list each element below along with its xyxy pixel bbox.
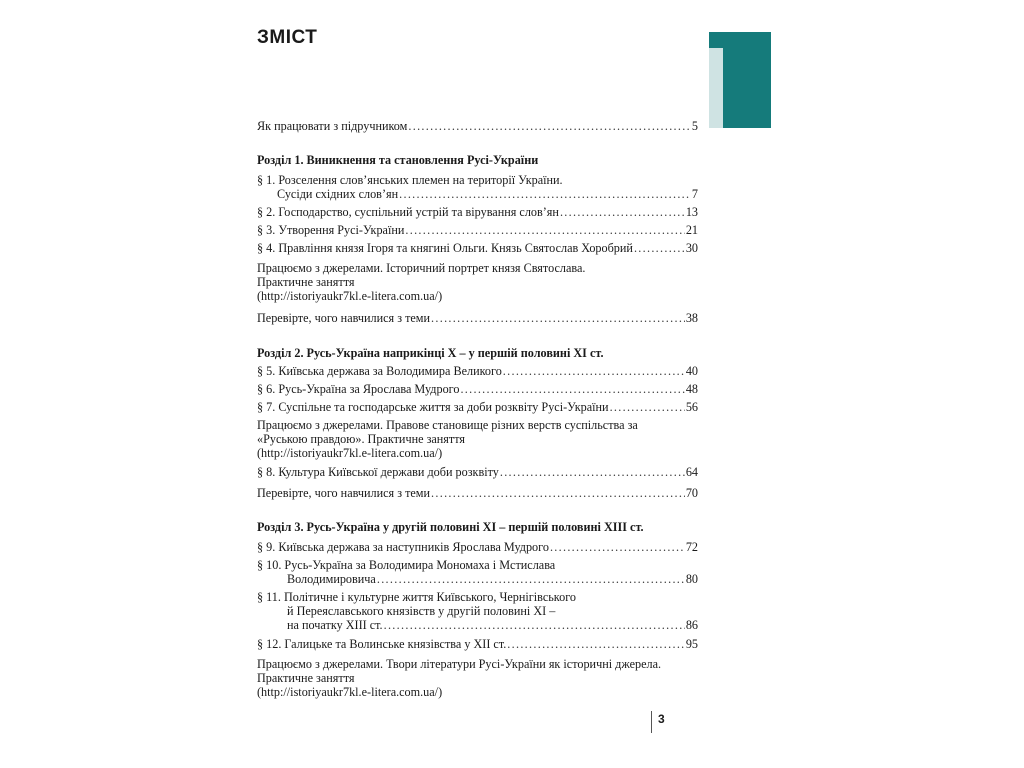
- toc-entry-page: 5: [691, 119, 698, 133]
- toc-entry-text: Розселення слов’янських племен на території України.: [278, 173, 563, 187]
- leader-dots: [610, 400, 685, 414]
- paragraph-number: § 2.: [257, 205, 276, 219]
- leader-dots: [460, 382, 684, 396]
- toc-entry-item[interactable]: [257, 637, 698, 651]
- practice-line: Практичне заняття: [257, 671, 355, 685]
- section-heading: Розділ 1. Виникнення та становлення Русі-України: [257, 153, 539, 167]
- toc-entry-text: Київська держава за Володимира Великого: [278, 364, 502, 378]
- paragraph-number: § 9.: [257, 540, 276, 554]
- folio-rule: [651, 711, 652, 733]
- page-title: ЗМІСТ: [257, 27, 318, 48]
- paragraph-number: § 7.: [257, 400, 276, 414]
- chapter-tab-light: [709, 48, 723, 128]
- toc-entry-text: Політичне і культурне життя Київського, Чернігівського: [283, 590, 576, 604]
- leader-dots: [405, 223, 684, 237]
- practice-link[interactable]: (http://istoriyaukr7kl.e-litera.com.ua/): [257, 446, 443, 460]
- toc-entry-review[interactable]: [257, 311, 698, 325]
- paragraph-number: § 6.: [257, 382, 276, 396]
- toc-entry-text: Утворення Русі-України: [278, 223, 405, 237]
- practice-line: Працюємо з джерелами. Правове становище різних верств суспільства за: [257, 418, 638, 432]
- toc-entry-item[interactable]: [257, 205, 698, 219]
- toc-entry-text: Як працювати з підручником: [257, 119, 408, 133]
- page-number: 3: [658, 712, 665, 726]
- practice-block[interactable]: [257, 418, 698, 460]
- toc-entry-page: 13: [685, 205, 698, 219]
- paragraph-number: § 1.: [257, 173, 276, 187]
- toc-entry-item[interactable]: [257, 558, 698, 586]
- toc-entry-text: Господарство, суспільний устрій та вірування слов’ян: [278, 205, 559, 219]
- toc-entry-page: 30: [685, 241, 698, 255]
- toc-entry-text: Правління князя Ігоря та княгині Ольги. Князь Святослав Хоробрий: [278, 241, 633, 255]
- practice-block[interactable]: [257, 657, 698, 699]
- toc-entry-page: 38: [685, 311, 698, 325]
- practice-link[interactable]: (http://istoriyaukr7kl.e-litera.com.ua/): [257, 685, 443, 699]
- toc-entry-item[interactable]: [257, 173, 698, 201]
- toc-entry-page: 40: [685, 364, 698, 378]
- toc-entry-page: 95: [685, 637, 698, 651]
- practice-block[interactable]: [257, 261, 698, 303]
- toc-entry-text: Суспільне та господарське життя за доби розквіту Русі-України: [278, 400, 609, 414]
- practice-line: Працюємо з джерелами. Історичний портрет князя Святослава.: [257, 261, 586, 275]
- toc-entry-text: Київська держава за наступників Ярослава Мудрого: [278, 540, 549, 554]
- toc-entry-text: Русь-Україна за Ярослава Мудрого: [278, 382, 460, 396]
- leader-dots: [634, 241, 685, 255]
- toc-entry-text: Русь-Україна за Володимира Мономаха і Мстислава: [284, 558, 556, 572]
- paragraph-number: § 3.: [257, 223, 276, 237]
- leader-dots: [408, 119, 691, 133]
- leader-dots: [507, 637, 685, 651]
- leader-dots: [399, 187, 691, 201]
- toc-entry-text: й Переяславського князівств у другій половині ХІ –: [287, 604, 556, 618]
- leader-dots: [500, 465, 685, 479]
- paragraph-number: § 12.: [257, 637, 282, 651]
- toc-entry-page: 72: [685, 540, 698, 554]
- leader-dots: [560, 205, 685, 219]
- leader-dots: [384, 618, 685, 632]
- toc-entry-review[interactable]: [257, 486, 698, 500]
- toc-entry-item[interactable]: [257, 382, 698, 396]
- leader-dots: [550, 540, 685, 554]
- leader-dots: [431, 311, 685, 325]
- practice-line: Працюємо з джерелами. Твори літератури Русі-України як історичні джерела.: [257, 657, 662, 671]
- toc-entry-page: 80: [685, 572, 698, 586]
- paragraph-number: § 5.: [257, 364, 276, 378]
- toc-entry-item[interactable]: [257, 223, 698, 237]
- toc-entry-item[interactable]: [257, 400, 698, 414]
- paragraph-number: § 10.: [257, 558, 282, 572]
- paragraph-number: § 4.: [257, 241, 276, 255]
- toc-entry-item[interactable]: [257, 241, 698, 255]
- leader-dots: [377, 572, 685, 586]
- toc-entry-text: Галицьке та Волинське князівства у ХІІ ст.: [284, 637, 507, 651]
- toc-entry-intro[interactable]: [257, 119, 698, 133]
- paragraph-number: § 11.: [257, 590, 281, 604]
- toc-entry-item[interactable]: [257, 540, 698, 554]
- practice-line: Практичне заняття: [257, 275, 355, 289]
- paragraph-number: § 8.: [257, 465, 276, 479]
- toc-entry-page: 21: [685, 223, 698, 237]
- toc-entry-item[interactable]: [257, 590, 698, 632]
- toc-entry-text: Перевірте, чого навчилися з теми: [257, 486, 431, 500]
- toc-entry-text: Сусіди східних слов’ян: [277, 187, 399, 201]
- section-heading: Розділ 3. Русь-Україна у другій половині ХІ – першій половині ХІІІ ст.: [257, 520, 644, 534]
- leader-dots: [431, 486, 685, 500]
- toc-entry-page: 70: [685, 486, 698, 500]
- toc-entry-item[interactable]: [257, 364, 698, 378]
- toc-entry-item[interactable]: [257, 465, 698, 479]
- toc-entry-text: на початку ХІІІ ст.: [287, 618, 383, 632]
- toc-entry-page: 86: [685, 618, 698, 632]
- toc-entry-page: 48: [685, 382, 698, 396]
- toc-entry-page: 7: [691, 187, 698, 201]
- toc-entry-page: 64: [685, 465, 698, 479]
- practice-link[interactable]: (http://istoriyaukr7kl.e-litera.com.ua/): [257, 289, 443, 303]
- toc-entry-text: Володимировича: [287, 572, 376, 586]
- section-heading: Розділ 2. Русь-Україна наприкінці Х – у першій половині ХІ ст.: [257, 346, 604, 360]
- practice-line: «Руською правдою». Практичне заняття: [257, 432, 466, 446]
- toc-entry-page: 56: [685, 400, 698, 414]
- leader-dots: [503, 364, 685, 378]
- toc-entry-text: Культура Київської держави доби розквіту: [278, 465, 499, 479]
- toc-entry-text: Перевірте, чого навчилися з теми: [257, 311, 431, 325]
